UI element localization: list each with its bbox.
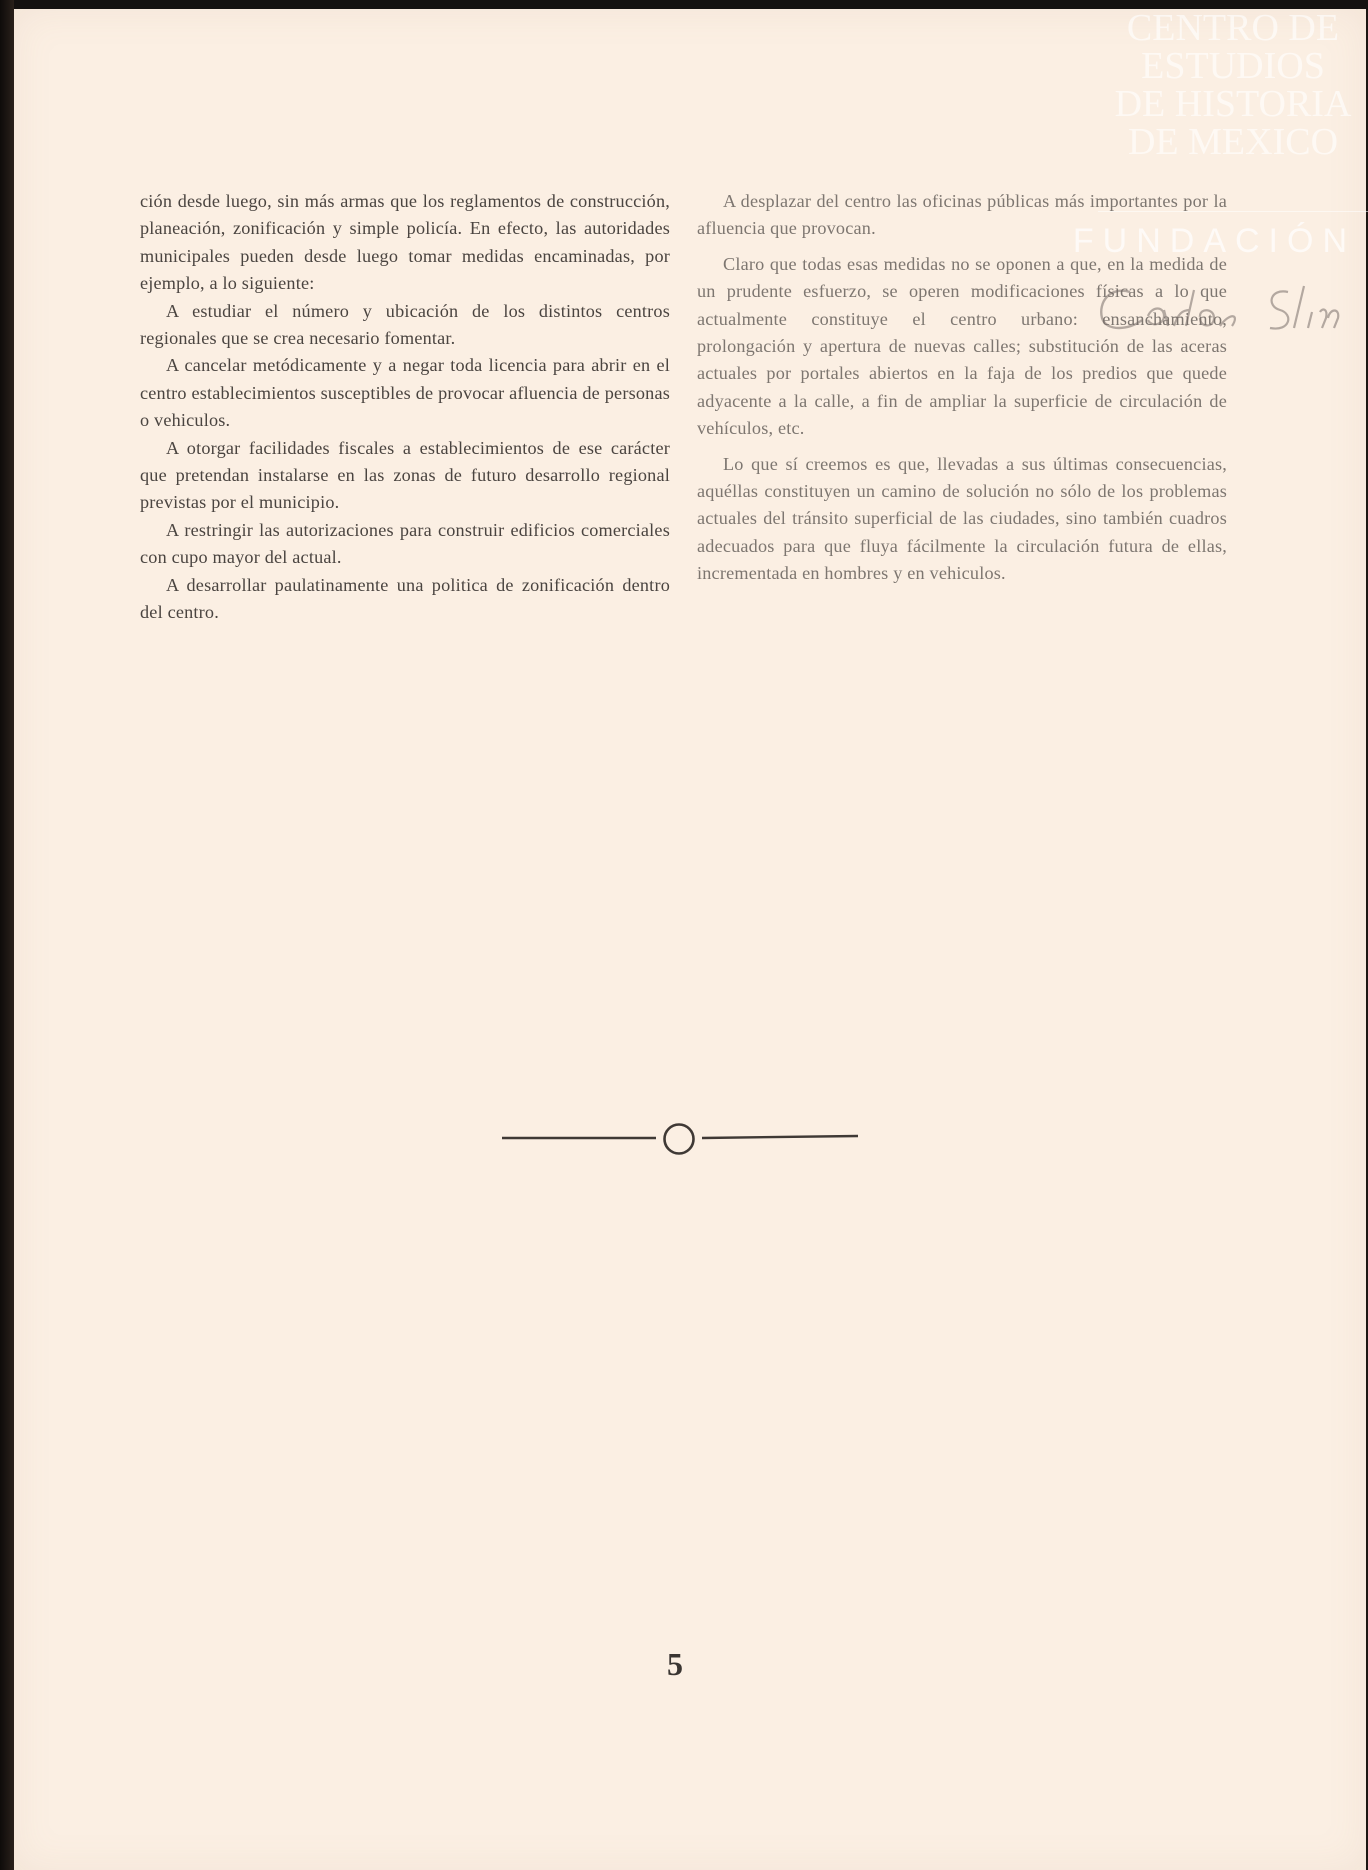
paragraph: Lo que sí creemos es que, llevadas a sus últimas consecuencias, aquéllas constituyen un camino de solución no sólo de los problemas actuales del tránsito superficial de las ciudades, sino también cuadros adecuados para que fluya fácilmente la circulación futura de ellas, incrementada en hombres y en vehiculos.	[697, 453, 1227, 584]
archive-watermark	[1098, 0, 1368, 161]
signature-logo	[1090, 272, 1360, 342]
paragraph: A cancelar metódicamente y a negar toda licencia para abrir en el centro establecimientos susceptibles de provocar afluencia de personas o vehiculos.	[140, 355, 670, 431]
paragraph: A otorgar facilidades fiscales a establecimientos de ese carácter que pretendan instalarse en las zonas de futuro desarrollo regional previstas por el municipio.	[140, 437, 670, 513]
watermark-line: CENTRO DE	[1126, 7, 1340, 49]
section-divider-ornament	[502, 1122, 858, 1156]
paragraph: A restringir las autorizaciones para construir edificios comerciales con cupo mayor del actual.	[140, 519, 670, 568]
watermark-line: ESTUDIOS	[1141, 45, 1325, 87]
paragraph: A estudiar el número y ubicación de los distintos centros regionales que se crea necesario fomentar.	[140, 300, 670, 349]
watermark-rule	[1098, 211, 1368, 212]
page-number: 5	[667, 1646, 683, 1682]
paragraph: A desarrollar paulatinamente una politica de zonificación dentro del centro.	[140, 574, 670, 623]
paragraph: Claro que todas esas medidas no se oponen a que, en la medida de un prudente esfuerzo, se operen modificaciones físicas a lo que actualmente constituye el centro urbano: ensanchamiento, prolongación y apertura de nuevas calles; substitución de las aceras actuales por portales abiertos en la faja de los predios que quede adyacente a la calle, a fin de ampliar la superficie de circulación de vehículos, etc.	[697, 253, 1227, 439]
paragraph: ción desde luego, sin más armas que los reglamentos de construcción, planeación, zonificación y simple policía. En efecto, las autoridades municipales pueden desde luego tomar medidas encaminadas, por ejemplo, a lo siguiente:	[140, 191, 670, 294]
paragraph: A desplazar del centro las oficinas públicas más importantes por la afluencia que provocan.	[697, 191, 1227, 239]
watermark-line: DE MEXICO	[1127, 121, 1339, 163]
watermark-foundation: FUNDACIÓN	[1072, 222, 1356, 260]
scan-left-edge	[0, 0, 14, 1870]
watermark-line: DE HISTORIA	[1114, 83, 1352, 125]
left-text-column	[140, 188, 670, 627]
